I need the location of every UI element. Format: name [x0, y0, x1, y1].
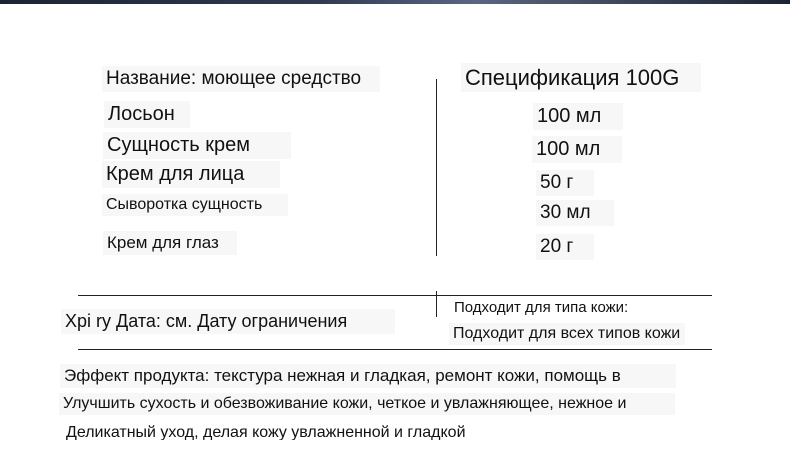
spec-face-cream: 50 г [536, 170, 594, 196]
effect-line-2: Улучшить сухость и обезвоживание кожи, четкое и увлажняющее, нежное и [59, 393, 675, 415]
separator-bottom [78, 349, 712, 350]
spec-eye-cream: 20 г [536, 234, 594, 260]
expiry-date: Xpi ry Дата: см. Дату ограничения [61, 309, 395, 334]
spec-essence-cream: 100 мл [532, 136, 622, 163]
item-essence-cream: Сущность крем [103, 132, 291, 159]
effect-line-3: Деликатный уход, делая кожу увлажненной и гладкой [62, 422, 490, 440]
separator-top [78, 295, 712, 296]
item-eye-cream: Крем для глаз [103, 231, 237, 255]
spec-header: Спецификация 100G [461, 63, 701, 92]
separator-tick [436, 291, 437, 317]
top-border [0, 0, 790, 4]
product-name-label: Название: моющее средство [102, 66, 380, 92]
skin-type-label: Подходит для типа кожи: [450, 297, 638, 318]
effect-line-1: Эффект продукта: текстура нежная и гладкая, ремонт кожи, помощь в [60, 364, 676, 388]
item-face-cream: Крем для лица [102, 161, 280, 188]
spec-lotion: 100 мл [533, 103, 623, 130]
item-serum: Сыворотка сущность [102, 194, 288, 216]
spec-serum: 30 мл [536, 200, 614, 226]
item-lotion: Лосьон [104, 101, 190, 128]
skin-type-value: Подходит для всех типов кожи [449, 323, 685, 345]
column-divider [436, 79, 437, 256]
